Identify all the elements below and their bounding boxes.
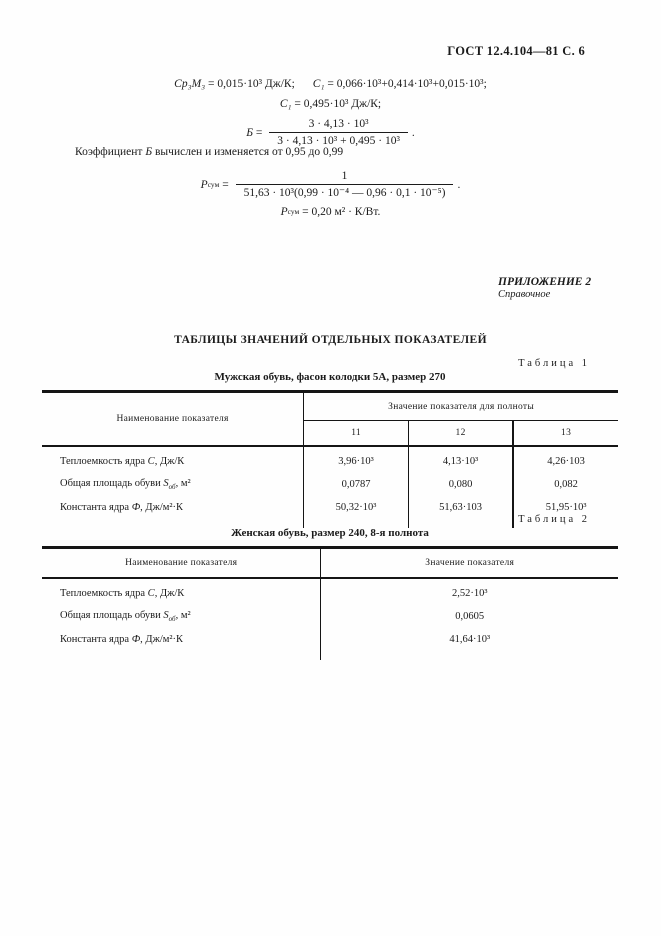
table-row: [42, 628, 618, 660]
row-name: Константа ядра Ф, Дж/м²·К: [60, 502, 184, 513]
formula-period: .: [457, 178, 461, 191]
column-header-group: Значение показателя для полноты: [304, 392, 618, 421]
formula-line-3: [246, 117, 415, 148]
table-1: [42, 390, 618, 528]
page-header: ГОСТ 12.4.104—81 С. 6: [447, 44, 585, 58]
formula-variable: Cp₃M₃: [174, 78, 206, 90]
row-variable-subscript: об: [168, 483, 176, 492]
table-2: [42, 546, 618, 660]
fraction-denominator: 51,63 · 10³(0,99 · 10⁻⁴ — 0,96 · 0,1 · 10⁻⁵): [236, 184, 454, 200]
paragraph-text: Коэффициент: [75, 146, 146, 158]
fraction-denominator: 3 · 4,13 · 10³ + 0,495 · 10³: [269, 132, 408, 148]
fraction: [269, 117, 408, 148]
row-value: 0,0787: [304, 473, 409, 496]
formula-subscript: сум: [287, 207, 300, 216]
row-variable: S: [163, 609, 169, 621]
appendix-subtitle: Справочное: [498, 289, 551, 300]
row-value: 3,96·10³: [304, 446, 409, 473]
formula-line-2: [280, 94, 381, 114]
table2-label: Таблица 2: [518, 514, 590, 525]
formula-line-1: [174, 74, 487, 94]
column-header-name: Наименование показателя: [42, 392, 304, 447]
row-value: 4,13·10³: [408, 446, 513, 473]
row-name: Константа ядра Ф, Дж/м²·К: [60, 634, 184, 645]
row-name: Теплоемкость ядра C, Дж/К: [60, 456, 185, 467]
row-variable: Ф: [131, 634, 141, 645]
row-name: Общая площадь обуви $S_{об}$, м²: [60, 477, 191, 492]
appendix-block: [498, 276, 591, 300]
row-variable: C: [147, 456, 155, 467]
formula-line-4: [201, 169, 461, 200]
column-header-name: Наименование показателя: [42, 548, 321, 579]
table-row: [42, 473, 618, 496]
row-value: 2,52·10³: [321, 578, 618, 605]
section-title: ТАБЛИЦЫ ЗНАЧЕНИЙ ОТДЕЛЬНЫХ ПОКАЗАТЕЛЕЙ: [174, 334, 487, 346]
subheader-12: 12: [408, 421, 513, 447]
formula-variable: C₁: [279, 98, 292, 110]
row-variable: C: [147, 588, 155, 599]
psum-block: [0, 166, 661, 222]
formula-expression: = 0,495·10³ Дж/К;: [291, 98, 382, 110]
table1-block: [42, 358, 618, 528]
formula-variable: Б: [246, 126, 254, 139]
row-value: 51,95·10³: [513, 496, 618, 528]
paragraph-variable: Б: [145, 146, 153, 158]
row-variable-subscript: об: [168, 615, 176, 624]
fraction: [236, 169, 454, 200]
row-name: Теплоемкость ядра C, Дж/К: [60, 588, 185, 599]
table-row: [42, 605, 618, 628]
row-variable: Ф: [131, 502, 141, 513]
formula-variable: C₁: [312, 78, 325, 90]
formula-expression: = 0,015·10³ Дж/К;: [205, 78, 295, 90]
formula-line-5: [281, 202, 381, 222]
column-header-value: Значение показателя: [321, 548, 618, 579]
row-value: 0,082: [513, 473, 618, 496]
row-value: 0,0605: [321, 605, 618, 628]
equals-sign: =: [253, 126, 266, 139]
row-value: 0,080: [408, 473, 513, 496]
formula-variable: P: [280, 206, 288, 218]
table1-title: Мужская обувь, фасон колодки 5А, размер 270: [214, 371, 446, 383]
paragraph-text: вычислен и изменяется от 0,95 до 0,99: [152, 146, 344, 158]
formula-subscript: сум: [207, 179, 220, 189]
fraction-numerator: 3 · 4,13 · 10³: [308, 118, 369, 130]
coefficient-paragraph: [75, 146, 343, 158]
table2-block: [42, 514, 618, 660]
table-row: [42, 446, 618, 473]
formula-period: .: [411, 126, 415, 139]
formula-expression: = 0,20 м² · К/Вт.: [299, 206, 381, 218]
table-row: [42, 578, 618, 605]
subheader-11: 11: [304, 421, 409, 447]
formula-expression: = 0,066·10³+0,414·10³+0,015·10³;: [324, 78, 487, 90]
equals-sign: =: [219, 178, 232, 191]
row-value: 50,32·10³: [304, 496, 409, 528]
table1-label: Таблица 1: [518, 358, 590, 369]
row-value: 51,63·103: [408, 496, 513, 528]
formulas-block: [0, 74, 661, 150]
formula-variable: P: [200, 178, 208, 191]
row-value: 4,26·103: [513, 446, 618, 473]
subheader-13: 13: [513, 421, 618, 447]
row-name: Общая площадь обуви $S_{об}$, м²: [60, 609, 191, 624]
appendix-title: ПРИЛОЖЕНИЕ 2: [498, 276, 592, 288]
row-value: 41,64·10³: [321, 628, 618, 660]
fraction-numerator: 1: [341, 170, 348, 182]
row-variable: S: [163, 477, 169, 489]
table2-title: Женская обувь, размер 240, 8-я полнота: [231, 527, 429, 539]
